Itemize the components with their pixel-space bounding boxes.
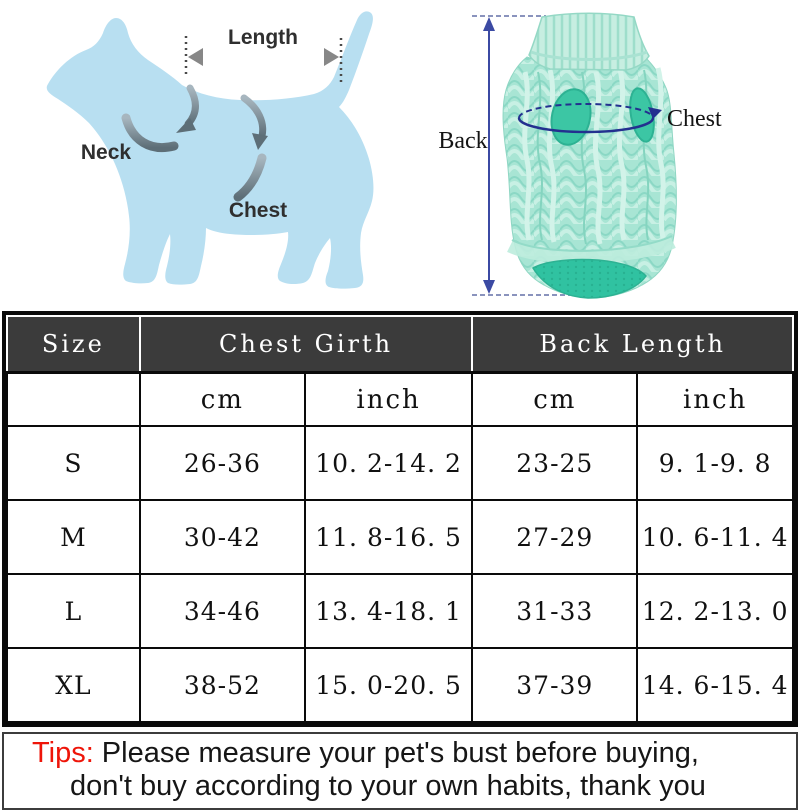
tips-box (2, 732, 798, 810)
size-cell: XL (7, 648, 140, 722)
length-arrowhead-left-icon (188, 48, 203, 66)
tips-text-2: don't buy according to your own habits, thank you (70, 770, 706, 802)
chest-cm-cell: 26-36 (140, 426, 305, 500)
size-cell: S (7, 426, 140, 500)
length-label: Length (228, 26, 298, 49)
back-inch-cell: 10. 6-11. 4 (637, 500, 793, 574)
unit-back-inch: inch (637, 373, 793, 427)
tips-label: Tips: (32, 737, 94, 769)
chest-inch-cell: 11. 8-16. 5 (305, 500, 472, 574)
chest-cm-cell: 30-42 (140, 500, 305, 574)
chest-cm-cell: 34-46 (140, 574, 305, 648)
back-inch-cell: 14. 6-15. 4 (637, 648, 793, 722)
dog-chest-label: Chest (228, 199, 288, 222)
turtleneck-collar (529, 13, 649, 70)
units-empty-cell (7, 373, 140, 427)
table-row-m (7, 500, 793, 574)
table-units-row (7, 373, 793, 427)
back-arrowhead-bottom-icon (483, 280, 495, 294)
header-back-length: Back Length (472, 316, 793, 373)
table-row-xl (7, 648, 793, 722)
tips-line-1 (4, 737, 796, 770)
chest-inch-cell: 15. 0-20. 5 (305, 648, 472, 722)
tips-line-2 (4, 770, 796, 803)
unit-back-cm: cm (472, 373, 637, 427)
back-cm-cell: 23-25 (472, 426, 637, 500)
neck-label: Neck (80, 141, 132, 164)
unit-chest-inch: inch (305, 373, 472, 427)
table-row-l (7, 574, 793, 648)
size-table-container (2, 311, 798, 727)
unit-chest-cm: cm (140, 373, 305, 427)
chest-inch-cell: 10. 2-14. 2 (305, 426, 472, 500)
sweater-measure-diagram (430, 0, 800, 308)
table-header-row (7, 316, 793, 373)
back-inch-cell: 12. 2-13. 0 (637, 574, 793, 648)
size-table (6, 315, 794, 723)
size-cell: L (7, 574, 140, 648)
back-cm-cell: 27-29 (472, 500, 637, 574)
header-size: Size (7, 316, 140, 373)
back-label: Back (438, 128, 488, 154)
measurement-illustrations (0, 0, 800, 308)
chest-cm-cell: 38-52 (140, 648, 305, 722)
header-chest-girth: Chest Girth (140, 316, 472, 373)
back-cm-cell: 31-33 (472, 574, 637, 648)
dog-measure-diagram (0, 0, 430, 308)
tips-text-1: Please measure your pet's bust before buying, (101, 737, 699, 769)
sweater-chest-label: Chest (667, 106, 722, 132)
back-inch-cell: 9. 1-9. 8 (637, 426, 793, 500)
table-row-s (7, 426, 793, 500)
length-arrowhead-right-icon (324, 48, 339, 66)
size-cell: M (7, 500, 140, 574)
back-cm-cell: 37-39 (472, 648, 637, 722)
back-arrowhead-top-icon (483, 17, 495, 31)
chest-inch-cell: 13. 4-18. 1 (305, 574, 472, 648)
